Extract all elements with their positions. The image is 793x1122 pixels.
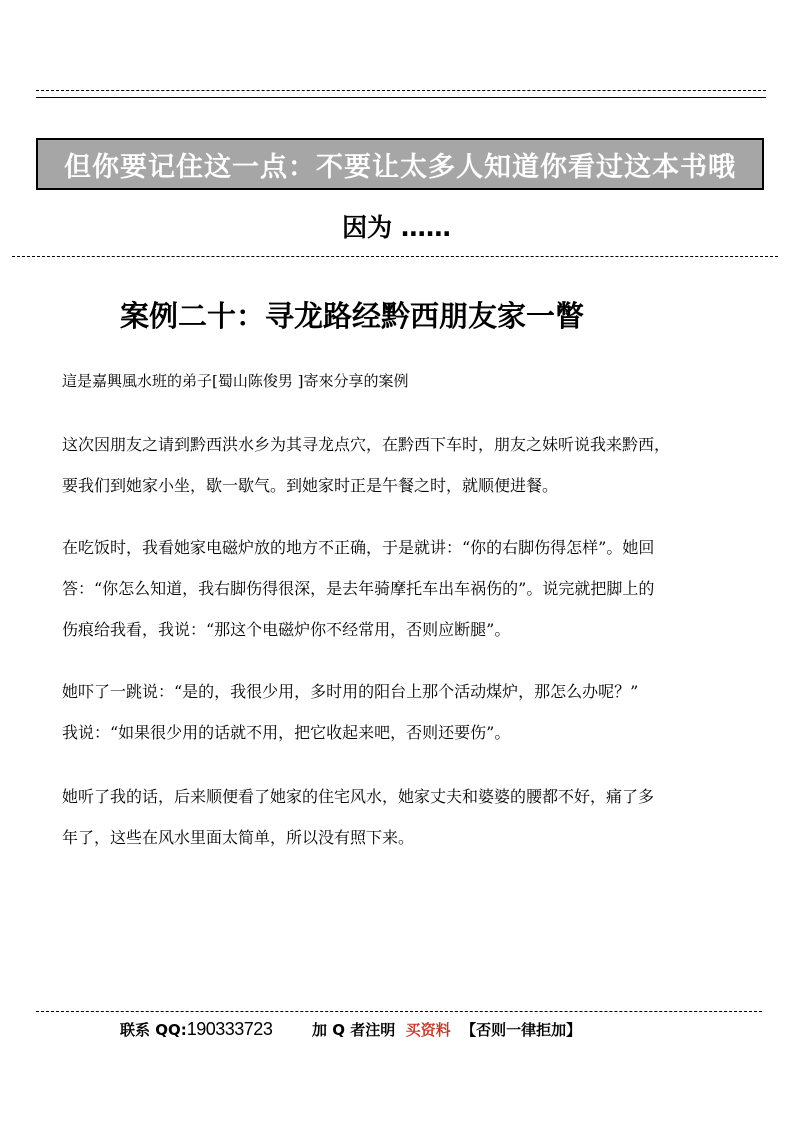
note-prefix: 加 Q 者注明 bbox=[312, 1021, 396, 1039]
footer-contact bbox=[120, 1019, 272, 1040]
paragraph-line: 在吃饭时，我看她家电磁炉放的地方不正确，于是就讲：“你的右脚伤得怎样”。她回 bbox=[62, 538, 655, 557]
contact-label: 联系 QQ: bbox=[120, 1021, 187, 1039]
case-title: 案例二十：寻龙路经黔西朋友家一瞥 bbox=[120, 299, 585, 333]
source-line: 這是嘉興風水班的弟子[蜀山陈俊男 ]寄來分享的案例 bbox=[62, 372, 409, 390]
qq-number: 190333723 bbox=[186, 1019, 273, 1039]
paragraph-line: 这次因朋友之请到黔西洪水乡为其寻龙点穴，在黔西下车时，朋友之妹听说我来黔西， bbox=[62, 435, 671, 454]
paragraph-line: 答：“你怎么知道，我右脚伤得很深，是去年骑摩托车出车祸伤的”。说完就把脚上的 bbox=[62, 579, 655, 598]
because-text: 因为 …… bbox=[342, 213, 451, 242]
paragraph-line: 她吓了一跳说：“是的，我很少用，多时用的阳台上那个活动煤炉，那怎么办呢？” bbox=[62, 682, 639, 701]
warning-banner-text: 但你要记住这一点：不要让太多人知道你看过这本书哦 bbox=[64, 151, 736, 183]
top-solid-rule bbox=[36, 97, 766, 98]
paragraph-line: 伤痕给我看，我说：“那这个电磁炉你不经常用，否则应断腿”。 bbox=[62, 620, 511, 639]
note-suffix: 【否则一律拒加】 bbox=[461, 1021, 582, 1039]
footer bbox=[0, 1017, 793, 1047]
paragraph-line: 年了，这些在风水里面太简单，所以没有照下来。 bbox=[62, 828, 415, 847]
footer-note bbox=[312, 1019, 581, 1040]
top-dashed-rule bbox=[36, 90, 766, 91]
paragraph-2 bbox=[62, 527, 752, 650]
section-dashed-rule bbox=[12, 256, 778, 257]
paragraph-4 bbox=[62, 776, 752, 858]
paragraph-3 bbox=[62, 671, 752, 753]
paragraph-line: 她听了我的话，后来顺便看了她家的住宅风水，她家丈夫和婆婆的腰都不好，痛了多 bbox=[62, 787, 655, 806]
paragraph-line: 要我们到她家小坐，歇一歇气。到她家时正是午餐之时，就顺便进餐。 bbox=[62, 476, 559, 495]
footer-dashed-rule bbox=[36, 1011, 762, 1012]
paragraph-line: 我说：“如果很少用的话就不用，把它收起来吧，否则还要伤”。 bbox=[62, 723, 511, 742]
note-highlight: 买资料 bbox=[405, 1021, 451, 1039]
paragraph-1 bbox=[62, 424, 752, 506]
warning-banner bbox=[36, 138, 764, 190]
